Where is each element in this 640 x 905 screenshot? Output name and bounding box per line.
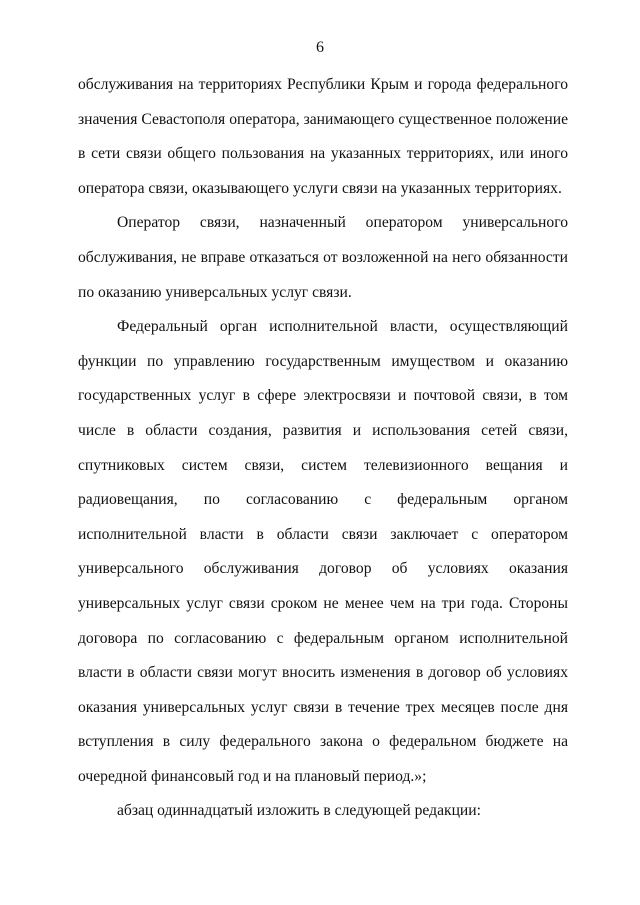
page-number: 6 xyxy=(316,39,324,56)
document-body xyxy=(78,68,568,829)
paragraph-1: обслуживания на территориях Республики Крым и города федерального значения Севастополя оператора, занимающего существенное положение в сети связи общего пользования на указанных территориях, или иного оператора связи, оказывающего услуги связи на указанных территориях. xyxy=(78,76,568,197)
paragraph-4: абзац одиннадцатый изложить в следующей редакции: xyxy=(117,802,481,820)
paragraph-2: Оператор связи, назначенный оператором универсального обслуживания, не вправе отказаться от возложенной на него обязанности по оказанию универсальных услуг связи. xyxy=(78,214,568,301)
paragraph-3: Федеральный орган исполнительной власти, осуществляющий функции по управлению государственным имуществом и оказанию государственных услуг в сфере электросвязи и почтовой связи, в том числе в области создания, развития и использования сетей связи, спутниковых систем связи, систем телевизионного вещания и радиовещания, по согласованию с федеральным органом исполнительной власти в области связи заключает с оператором универсального обслуживания договор об условиях оказания универсальных услуг связи сроком не менее чем на три года. Стороны договора по согласованию с федеральным органом исполнительной власти в области связи могут вносить изменения в договор об условиях оказания универсальных услуг связи в течение трех месяцев после дня вступления в силу федерального закона о федеральном бюджете на очередной финансовый год и на плановый период.»; xyxy=(78,318,568,785)
